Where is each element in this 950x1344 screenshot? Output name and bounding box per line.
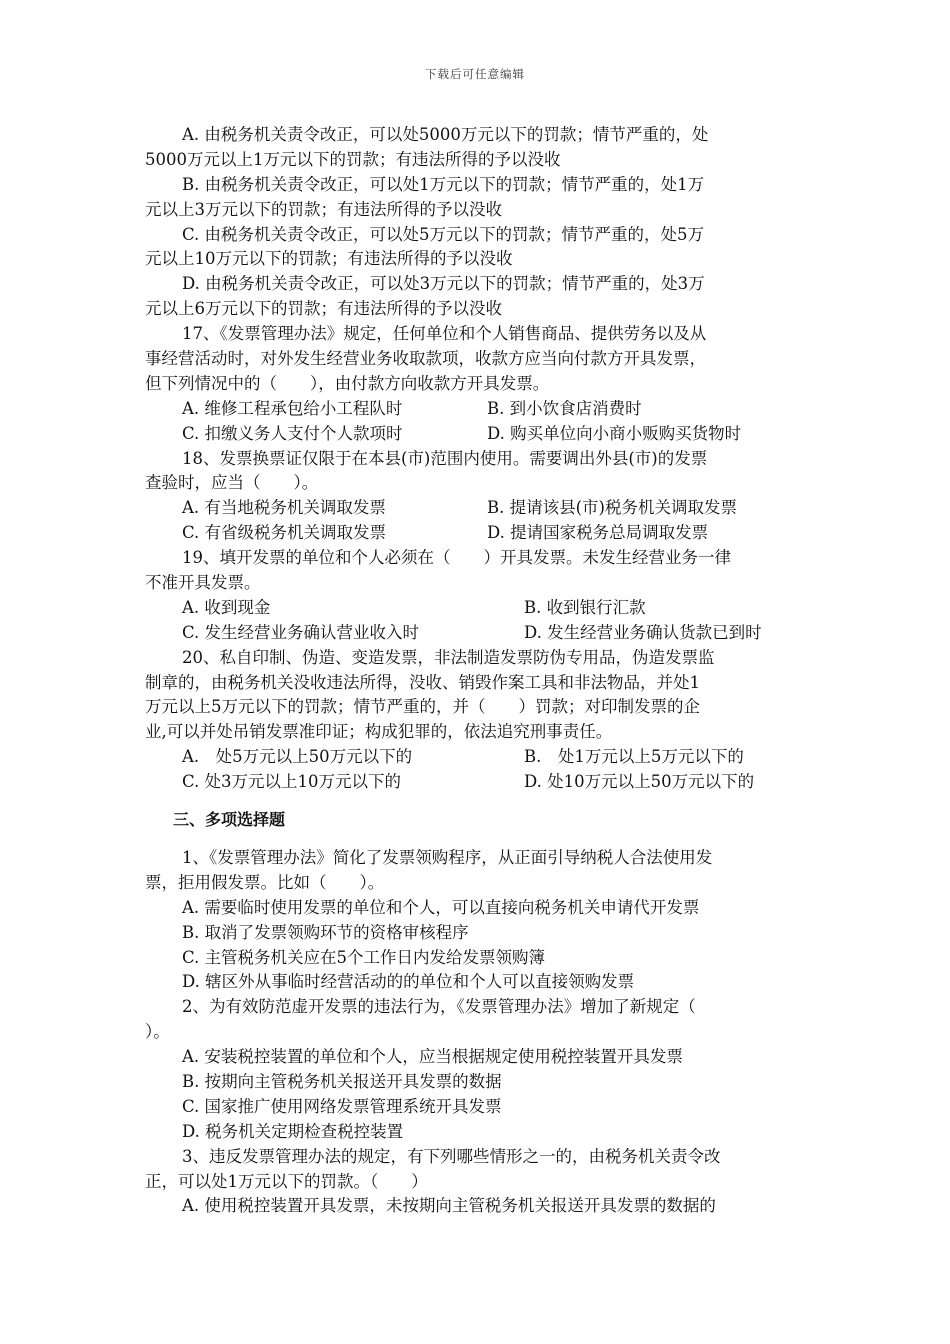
text-line: 元以上3万元以下的罚款；有违法所得的予以没收 — [145, 199, 502, 219]
text-line: A. 由税务机关责令改正，可以处5000万元以下的罚款；情节严重的，处 — [182, 125, 709, 144]
text-line: 正，可以处1万元以下的罚款。（ ） — [145, 1171, 428, 1191]
text-line: 5000万元以上1万元以下的罚款；有违法所得的予以没收 — [145, 149, 561, 169]
option-item: C. 处3万元以上10万元以下的 — [182, 772, 402, 792]
text-line: 制章的，由税务机关没收违法所得，没收、销毁作案工具和非法物品，并处1 — [145, 672, 700, 692]
text-line: D. 辖区外从事临时经营活动的的单位和个人可以直接领购发票 — [182, 972, 635, 992]
question-options-16 — [145, 123, 805, 397]
option-row — [145, 496, 805, 521]
question-19 — [145, 546, 805, 596]
question-18 — [145, 447, 805, 497]
text-line: 20、私自印制、伪造、变造发票，非法制造发票防伪专用品，伪造发票监 — [182, 647, 715, 667]
text-line: C. 由税务机关责令改正，可以处5万元以下的罚款；情节严重的，处5万 — [182, 224, 705, 244]
text-line: C. 国家推广使用网络发票管理系统开具发票 — [182, 1096, 502, 1116]
text-line: ）。 — [145, 1022, 170, 1042]
text-line: D. 由税务机关责令改正，可以处3万元以下的罚款；情节严重的，处3万 — [182, 274, 705, 294]
text-line: 3、违反发票管理办法的规定，有下列哪些情形之一的，由税务机关责令改 — [182, 1146, 721, 1166]
option-row — [145, 621, 805, 646]
option-row — [145, 521, 805, 546]
text-line: B. 按期向主管税务机关报送开具发票的数据 — [182, 1071, 502, 1091]
text-line: 18、发票换票证仅限于在本县(市)范围内使用。需要调出外县(市)的发票 — [182, 448, 708, 468]
text-line: 查验时，应当（ ）。 — [145, 473, 319, 493]
text-line: 业,可以并处吊销发票准印证；构成犯罪的，依法追究刑事责任。 — [145, 722, 613, 742]
text-line: 17、《发票管理办法》规定，任何单位和个人销售商品、提供劳务以及从 — [182, 324, 707, 344]
text-line: A. 安装税控装置的单位和个人，应当根据规定使用税控装置开具发票 — [182, 1047, 683, 1067]
option-item: C. 扣缴义务人支付个人款项时 — [182, 423, 403, 443]
text-line: 但下列情况中的（ ），由付款方向收款方开具发票。 — [145, 373, 550, 393]
text-line: C. 主管税务机关应在5个工作日内发给发票领购簿 — [182, 947, 546, 967]
text-line: 元以上6万元以下的罚款；有违法所得的予以没收 — [145, 299, 502, 319]
text-line: 19、填开发票的单位和个人必须在（ ）开具发票。未发生经营业务一律 — [182, 548, 731, 568]
option-item: B. 到小饮食店消费时 — [487, 398, 642, 418]
option-item: D. 发生经营业务确认货款已到时 — [524, 622, 762, 642]
option-row — [145, 397, 805, 422]
text-line: 元以上10万元以下的罚款；有违法所得的予以没收 — [145, 249, 513, 269]
question-19-options — [145, 596, 805, 646]
option-row — [145, 596, 805, 621]
option-item: A. 处5万元以上50万元以下的 — [182, 747, 413, 767]
option-row — [145, 422, 805, 447]
text-line: 事经营活动时，对外发生经营业务收取款项，收款方应当向付款方开具发票， — [145, 349, 706, 369]
question-20-options — [145, 745, 805, 795]
section-title: 三、多项选择题 — [173, 810, 286, 830]
option-item: B. 处1万元以上5万元以下的 — [524, 747, 744, 767]
text-line: A. 使用税控装置开具发票，未按期向主管税务机关报送开具发票的数据的 — [182, 1196, 716, 1216]
option-item: A. 维修工程承包给小工程队时 — [182, 398, 403, 418]
option-row — [145, 770, 805, 795]
question-20 — [145, 646, 805, 746]
text-line: 不准开具发票。 — [145, 573, 261, 593]
option-item: C. 发生经营业务确认营业收入时 — [182, 622, 420, 642]
option-item: C. 有省级税务机关调取发票 — [182, 523, 387, 543]
question-18-options — [145, 496, 805, 546]
option-item: B. 提请该县(市)税务机关调取发票 — [487, 498, 737, 518]
option-item: A. 有当地税务机关调取发票 — [182, 498, 386, 518]
option-item: A. 收到现金 — [182, 597, 271, 617]
option-item: B. 收到银行汇款 — [524, 597, 646, 617]
text-line: 1、《发票管理办法》简化了发票领购程序，从正面引导纳税人合法使用发 — [182, 847, 713, 867]
text-line: D. 税务机关定期检查税控装置 — [182, 1121, 404, 1141]
text-line: 票，拒用假发票。比如（ ）。 — [145, 872, 385, 892]
document-body — [145, 123, 805, 1219]
page-header: 下载后可任意编辑 — [425, 67, 525, 81]
option-item: D. 购买单位向小商小贩购买货物时 — [487, 423, 742, 443]
option-item: D. 处10万元以上50万元以下的 — [524, 772, 755, 792]
text-line: A. 需要临时使用发票的单位和个人，可以直接向税务机关申请代开发票 — [182, 897, 700, 917]
text-line: 万元以上5万元以下的罚款；情节严重的，并（ ）罚款；对印制发票的企 — [145, 697, 700, 717]
text-line: B. 取消了发票领购环节的资格审核程序 — [182, 922, 469, 942]
option-row — [145, 745, 805, 770]
option-item: D. 提请国家税务总局调取发票 — [487, 523, 709, 543]
question-17-options — [145, 397, 805, 447]
text-line: 2、为有效防范虚开发票的违法行为，《发票管理办法》增加了新规定（ — [182, 997, 696, 1017]
multiple-choice-section — [145, 846, 805, 1219]
text-line: B. 由税务机关责令改正，可以处1万元以下的罚款；情节严重的，处1万 — [182, 174, 705, 194]
